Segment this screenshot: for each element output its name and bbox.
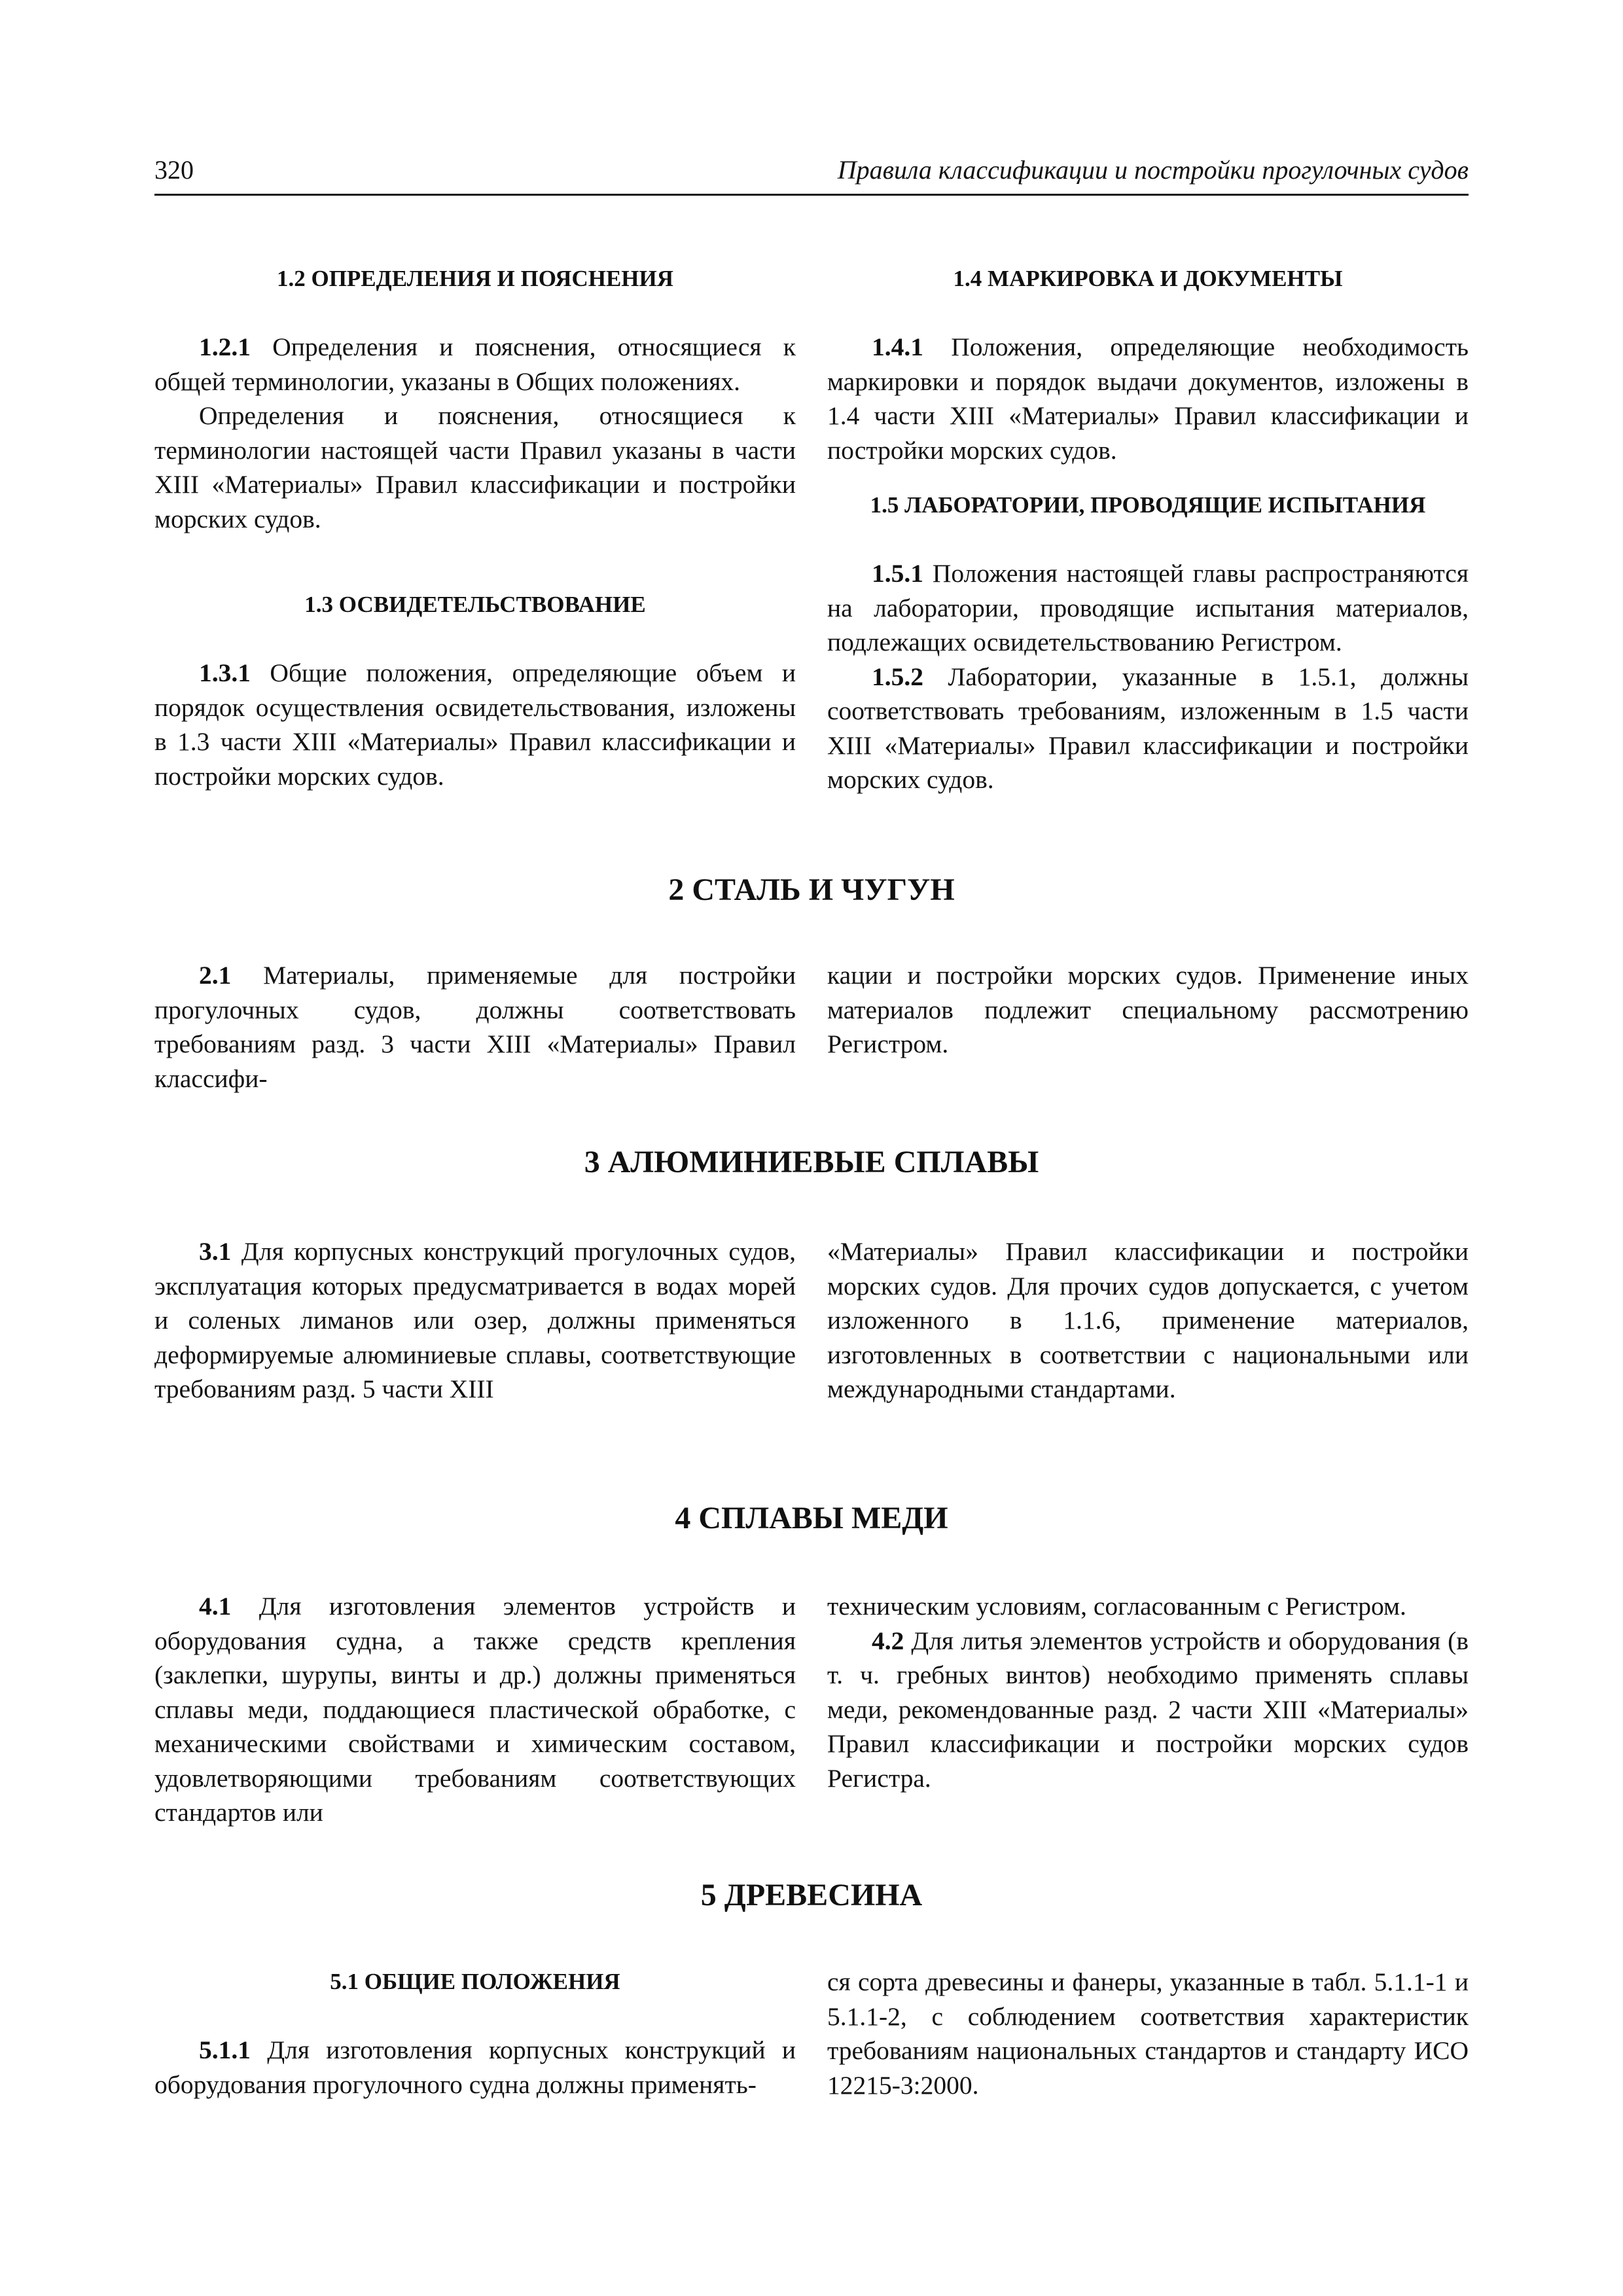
clause-number: 1.2.1 — [199, 332, 251, 361]
clause-number: 1.3.1 — [199, 658, 251, 687]
clause-number: 4.1 — [199, 1592, 232, 1621]
chapter-2-left — [154, 958, 796, 1096]
paragraph: 1.2.1 Определения и пояснения, относящиеся к общей терминологии, указаны в Общих положениях. — [154, 332, 796, 396]
section-1-4 — [827, 262, 1469, 467]
chapter-4-left — [154, 1589, 796, 1830]
chapter-5-right — [827, 1965, 1469, 2102]
section-heading: 5.1 ОБЩИЕ ПОЛОЖЕНИЯ — [330, 1969, 620, 1994]
clause-number: 2.1 — [199, 961, 232, 990]
paragraph: 3.1 Для корпусных конструкций прогулочных судов, эксплуатация которых предусматривается в водах морей и соленых лиманов или озер, должны применяться деформируемые алюминиевые сплавы, соответствующие требованиям разд. 5 части XIII — [154, 1237, 796, 1403]
paragraph-continuation: «Материалы» Правил классификации и постройки морских судов. Для прочих судов допускается, с учетом изложенного в 1.1.6, применение материалов, изготовленных в соответствии с национальными или международными стандартами. — [827, 1237, 1469, 1403]
clause-number: 5.1.1 — [199, 2036, 251, 2064]
paragraph-continuation: техническим условиям, согласованным с Регистром. — [827, 1592, 1406, 1621]
chapter-3-title: 3 АЛЮМИНИЕВЫЕ СПЛАВЫ — [584, 1145, 1039, 1179]
header-divider — [154, 194, 1469, 196]
chapter-3-left — [154, 1234, 796, 1407]
section-heading: 1.4 МАРКИРОВКА И ДОКУМЕНТЫ — [953, 266, 1343, 291]
section-heading: 1.3 ОСВИДЕТЕЛЬСТВОВАНИЕ — [304, 592, 646, 617]
chapter-5-left — [154, 1965, 796, 2102]
clause-number: 3.1 — [199, 1237, 232, 1266]
clause-number: 1.5.1 — [872, 559, 923, 588]
paragraph: Определения и пояснения, относящиеся к терминологии настоящей части Правил указаны в части XIII «Материалы» Правил классификации и постройки морских судов. — [154, 401, 796, 533]
paragraph-continuation: кации и постройки морских судов. Применение иных материалов подлежит специальному рассмотрению Регистром. — [827, 961, 1469, 1058]
paragraph: 1.5.1 Положения настоящей главы распространяются на лаборатории, проводящие испытания материалов, подлежащих освидетельствованию Регистром. — [827, 559, 1469, 656]
section-1-3 — [154, 588, 796, 793]
chapter-5-title: 5 ДРЕВЕСИНА — [700, 1878, 923, 1912]
clause-number: 4.2 — [872, 1626, 904, 1655]
chapter-4-title: 4 СПЛАВЫ МЕДИ — [675, 1501, 948, 1535]
section-1-5 — [827, 488, 1469, 797]
paragraph: 1.5.2 Лаборатории, указанные в 1.5.1, должны соответствовать требованиям, изложенным в 1.5 части XIII «Материалы» Правил классификации и постройки морских судов. — [827, 662, 1469, 794]
page-number: 320 — [154, 155, 194, 185]
paragraph: 4.2 Для литья элементов устройств и оборудования (в т. ч. гребных винтов) необходимо применять сплавы меди, рекомендованные разд. 2 части XIII «Материалы» Правил классификации и постройки морских судов Регистра. — [827, 1626, 1469, 1793]
chapter-2-title: 2 СТАЛЬ И ЧУГУН — [668, 872, 955, 907]
paragraph-continuation: ся сорта древесины и фанеры, указанные в табл. 5.1.1-1 и 5.1.1-2, с соблюдением соответствия характеристик требованиям национальных стандартов и стандарту ИСО 12215-3:2000. — [827, 1967, 1469, 2100]
paragraph: 1.3.1 Общие положения, определяющие объем и порядок осуществления освидетельствования, изложены в 1.3 части XIII «Материалы» Правил классификации и постройки морских судов. — [154, 658, 796, 791]
clause-number: 1.4.1 — [872, 332, 923, 361]
running-title: Правила классификации и постройки прогулочных судов — [837, 155, 1469, 185]
chapter-2-right — [827, 958, 1469, 1062]
paragraph: 5.1.1 Для изготовления корпусных конструкций и оборудования прогулочного судна должны применять- — [154, 2036, 796, 2099]
paragraph: 1.4.1 Положения, определяющие необходимость маркировки и порядок выдачи документов, изложены в 1.4 части XIII «Материалы» Правил классификации и постройки морских судов. — [827, 332, 1469, 465]
chapter-4-right — [827, 1589, 1469, 1795]
section-heading: 1.2 ОПРЕДЕЛЕНИЯ И ПОЯСНЕНИЯ — [276, 266, 674, 291]
paragraph: 4.1 Для изготовления элементов устройств и оборудования судна, а также средств крепления (заклепки, шурупы, винты и др.) должны применяться сплавы меди, поддающиеся пластической обработке, с механическими свойствами и химическим составом, удовлетворяющими требованиям соответствующих стандартов или — [154, 1592, 796, 1827]
chapter-3-right — [827, 1234, 1469, 1407]
section-heading: 1.5 ЛАБОРАТОРИИ, ПРОВОДЯЩИЕ ИСПЫТАНИЯ — [870, 492, 1426, 518]
paragraph: 2.1 Материалы, применяемые для постройки прогулочных судов, должны соответствовать требованиям разд. 3 части XIII «Материалы» Правил классифи- — [154, 961, 796, 1093]
clause-number: 1.5.2 — [872, 662, 923, 691]
section-1-2 — [154, 262, 796, 536]
